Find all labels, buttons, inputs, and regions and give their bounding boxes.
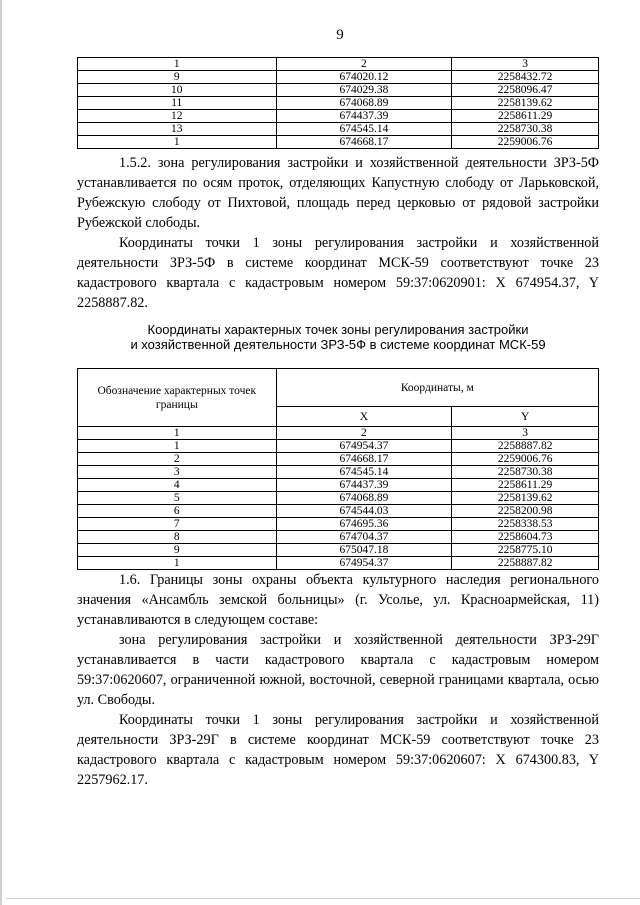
y-coordinate-cell: 2259006.76 — [452, 453, 599, 466]
point-number-cell: 5 — [78, 492, 277, 505]
x-header: X — [276, 407, 452, 427]
y-coordinate-cell: 2258139.62 — [452, 492, 599, 505]
paragraph-point-1-zrz-5f: Координаты точки 1 зоны регулирования застройки и хозяйственной деятельности ЗРЗ-5Ф в системе координат МСК-59 соответствуют точке 23 кадастрового квартала с кадастровым номером 59:37:0620901: X 674954.37, Y 2258887.82. — [77, 235, 599, 311]
table-row — [78, 492, 599, 505]
point-number-cell: 10 — [78, 84, 277, 97]
table-row — [78, 453, 599, 466]
page-bottom-edge — [6, 898, 640, 899]
y-coordinate-cell: 2258775.10 — [452, 544, 599, 557]
y-coordinate-cell: 2258730.38 — [452, 466, 599, 479]
x-coordinate-cell: 674437.39 — [276, 110, 452, 123]
table-row — [78, 440, 599, 453]
point-number-cell: 8 — [78, 531, 277, 544]
y-coordinate-cell: 2258887.82 — [452, 440, 599, 453]
paragraph-point-1-zrz-29g: Координаты точки 1 зоны регулирования застройки и хозяйственной деятельности ЗРЗ-29Г в системе координат МСК-59 соответствуют точке 23 кадастрового квартала с кадастровым номером 59:37:0620607: X 674300.83, Y 2257962.17. — [77, 712, 599, 788]
header-cell: 3 — [452, 58, 599, 71]
table-row — [78, 71, 599, 84]
table-row — [78, 518, 599, 531]
x-coordinate-cell: 674954.37 — [276, 557, 452, 570]
point-number-cell: 9 — [78, 71, 277, 84]
point-number-cell: 6 — [78, 505, 277, 518]
x-coordinate-cell: 674954.37 — [276, 440, 452, 453]
point-number-cell: 9 — [78, 544, 277, 557]
page-left-edge — [0, 0, 2, 905]
header-cell: 1 — [78, 427, 277, 440]
point-number-cell: 1 — [78, 557, 277, 570]
x-coordinate-cell: 674020.12 — [276, 71, 452, 84]
x-coordinate-cell: 674704.37 — [276, 531, 452, 544]
table-row — [78, 531, 599, 544]
paragraph-1-6: 1.6. Границы зоны охраны объекта культурного наследия регионального значения «Ансамбль земской больницы» (г. Усолье, ул. Красноармейская, 11) устанавливаются в следующем составе: — [77, 572, 599, 628]
y-coordinate-cell: 2258139.62 — [452, 97, 599, 110]
coordinates-table-continued — [77, 57, 599, 149]
column-number-row — [78, 427, 599, 440]
y-coordinate-cell: 2258604.73 — [452, 531, 599, 544]
y-coordinate-cell: 2258611.29 — [452, 479, 599, 492]
table-header-row — [78, 369, 599, 407]
point-number-cell: 1 — [78, 136, 277, 149]
table-row — [78, 544, 599, 557]
table-row — [78, 136, 599, 149]
header-cell: 1 — [78, 58, 277, 71]
point-number-cell: 12 — [78, 110, 277, 123]
table-header-row — [78, 58, 599, 71]
boundary-points-header: Обозначение характерных точек границы — [78, 369, 277, 427]
table-row — [78, 97, 599, 110]
paragraph-1-5-2: 1.5.2. зона регулирования застройки и хозяйственной деятельности ЗРЗ-5Ф устанавливается по осям проток, отделяющих Капустную слободу от Ларьковской, Рубежскую слободу от Пихтовой, площадь перед церковью от рядовой застройки Рубежской слободы. — [77, 155, 599, 231]
table-row — [78, 84, 599, 97]
x-coordinate-cell: 674695.36 — [276, 518, 452, 531]
paragraph-zrz-29g: зона регулирования застройки и хозяйственной деятельности ЗРЗ-29Г устанавливается в части кадастрового квартала с кадастровым номером 59:37:0620607, ограниченной южной, восточной, северной границами квартала, осью ул. Свободы. — [77, 632, 599, 708]
point-number-cell: 7 — [78, 518, 277, 531]
page-number: 9 — [336, 27, 344, 43]
point-number-cell: 13 — [78, 123, 277, 136]
table-row — [78, 505, 599, 518]
table-row — [78, 479, 599, 492]
header-cell: 3 — [452, 427, 599, 440]
x-coordinate-cell: 674068.89 — [276, 492, 452, 505]
x-coordinate-cell: 674068.89 — [276, 97, 452, 110]
x-coordinate-cell: 674668.17 — [276, 136, 452, 149]
x-coordinate-cell: 674544.03 — [276, 505, 452, 518]
table-caption-line-2: и хозяйственной деятельности ЗРЗ-5Ф в системе координат МСК-59 — [130, 337, 546, 352]
header-cell: 2 — [276, 427, 452, 440]
y-coordinate-cell: 2258730.38 — [452, 123, 599, 136]
x-coordinate-cell: 674029.38 — [276, 84, 452, 97]
x-coordinate-cell: 674668.17 — [276, 453, 452, 466]
y-coordinate-cell: 2259006.76 — [452, 136, 599, 149]
point-number-cell: 3 — [78, 466, 277, 479]
y-coordinate-cell: 2258611.29 — [452, 110, 599, 123]
point-number-cell: 11 — [78, 97, 277, 110]
point-number-cell: 2 — [78, 453, 277, 466]
table-row — [78, 466, 599, 479]
y-coordinate-cell: 2258200.98 — [452, 505, 599, 518]
table-row — [78, 110, 599, 123]
coordinates-table-zrz-5f — [77, 368, 599, 570]
y-header: Y — [452, 407, 599, 427]
x-coordinate-cell: 674545.14 — [276, 123, 452, 136]
y-coordinate-cell: 2258432.72 — [452, 71, 599, 84]
table-row — [78, 557, 599, 570]
y-coordinate-cell: 2258887.82 — [452, 557, 599, 570]
y-coordinate-cell: 2258338.53 — [452, 518, 599, 531]
x-coordinate-cell: 674437.39 — [276, 479, 452, 492]
table-caption-line-1: Координаты характерных точек зоны регулирования застройки — [147, 322, 529, 337]
point-number-cell: 1 — [78, 440, 277, 453]
header-cell: 2 — [276, 58, 452, 71]
x-coordinate-cell: 675047.18 — [276, 544, 452, 557]
point-number-cell: 4 — [78, 479, 277, 492]
table-row — [78, 123, 599, 136]
coordinates-header: Координаты, м — [276, 369, 598, 407]
y-coordinate-cell: 2258096.47 — [452, 84, 599, 97]
x-coordinate-cell: 674545.14 — [276, 466, 452, 479]
